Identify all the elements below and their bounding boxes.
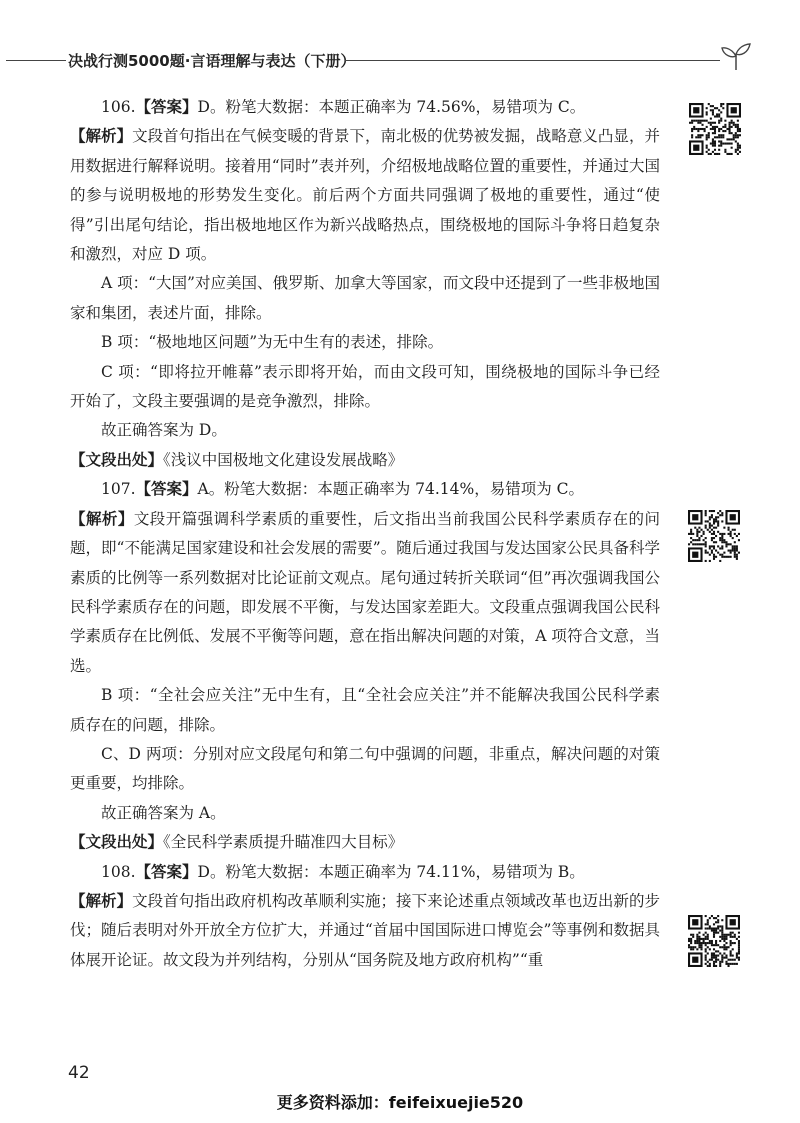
running-header: [0, 48, 800, 72]
qr-code-icon: [688, 915, 740, 967]
qr-code-icon: [688, 510, 740, 562]
answer-line-108: 108.【答案】D。粉笔大数据：本题正确率为 74.11%，易错项为 B。: [101, 862, 585, 881]
qr-code-icon: [689, 103, 741, 155]
header-rule-right: [345, 60, 720, 61]
footer-note: 更多资料添加：feifeixuejie520: [276, 1093, 524, 1112]
analysis-108: 【解析】文段首句指出政府机构改革顺利实施；接下来论述重点领域改革也迈出新的步伐；随后表明对外开放全方位扩大，并通过“首届中国国际进口博览会”等事例和数据具体展开论证。故文段为并列结构，分别从“国务院及地方政府机构”“重: [70, 891, 660, 969]
option-cd-107: C、D 两项：分别对应文段尾句和第二句中强调的问题，非重点，解决问题的对策更重要，均排除。: [70, 744, 660, 793]
answer-line-107: 107.【答案】A。粉笔大数据：本题正确率为 74.14%，易错项为 C。: [101, 480, 585, 499]
header-rule-left: [6, 60, 66, 61]
option-a-106: A 项：“大国”对应美国、俄罗斯、加拿大等国家，而文段中还提到了一些非极地国家和集团，表述片面，排除。: [70, 274, 660, 322]
option-c-106: C 项：“即将拉开帷幕”表示即将开始，而由文段可知，围绕极地的国际斗争已经开始了，文段主要强调的是竞争激烈，排除。: [70, 362, 660, 411]
qr-code-108[interactable]: [688, 915, 740, 967]
source-107: 【文段出处】《全民科学素质提升瞄准四大目标》: [70, 833, 404, 852]
conclusion-107: 故正确答案为 A。: [101, 803, 226, 822]
sprout-icon: [718, 40, 754, 76]
qr-code-106[interactable]: [689, 103, 741, 155]
option-b-107: B 项：“全社会应关注”无中生有，且“全社会应关注”并不能解决我国公民科学素质存在的问题，排除。: [70, 686, 660, 734]
answer-explanations: [70, 93, 660, 975]
answer-line-106: 106.【答案】D。粉笔大数据：本题正确率为 74.56%，易错项为 C。: [101, 98, 586, 116]
option-b-106: B 项：“极地地区问题”为无中生有的表述，排除。: [101, 333, 444, 352]
page-number: 42: [68, 1063, 90, 1083]
qr-code-107[interactable]: [688, 510, 740, 562]
book-title: 决战行测5000题·言语理解与表达（下册）: [68, 52, 356, 70]
conclusion-106: 故正确答案为 D。: [101, 421, 227, 440]
source-106: 【文段出处】《浅议中国极地文化建设发展战略》: [70, 450, 404, 469]
analysis-106: 【解析】文段首句指出在气候变暖的背景下，南北极的优势被发掘，战略意义凸显，并用数据进行解释说明。接着用“同时”表并列，介绍极地战略位置的重要性，并通过大国的参与说明极地的形势发生变化。前后两个方面共同强调了极地的重要性，通过“使得”引出尾句结论，指出极地地区作为新兴战略热点，围绕极地的国际斗争将日趋复杂和激烈，对应 D 项。: [70, 127, 660, 264]
analysis-107: 【解析】文段开篇强调科学素质的重要性，后文指出当前我国公民科学素质存在的问题，即“不能满足国家建设和社会发展的需要”。随后通过我国与发达国家公民具备科学素质的比例等一系列数据对比论证前文观点。尾句通过转折关联词“但”再次强调我国公民科学素质存在的问题，即发展不平衡，与发达国家差距大。文段重点强调我国公民科学素质存在比例低、发展不平衡等问题，意在指出解决问题的对策，A 项符合文意，当选。: [70, 509, 660, 675]
